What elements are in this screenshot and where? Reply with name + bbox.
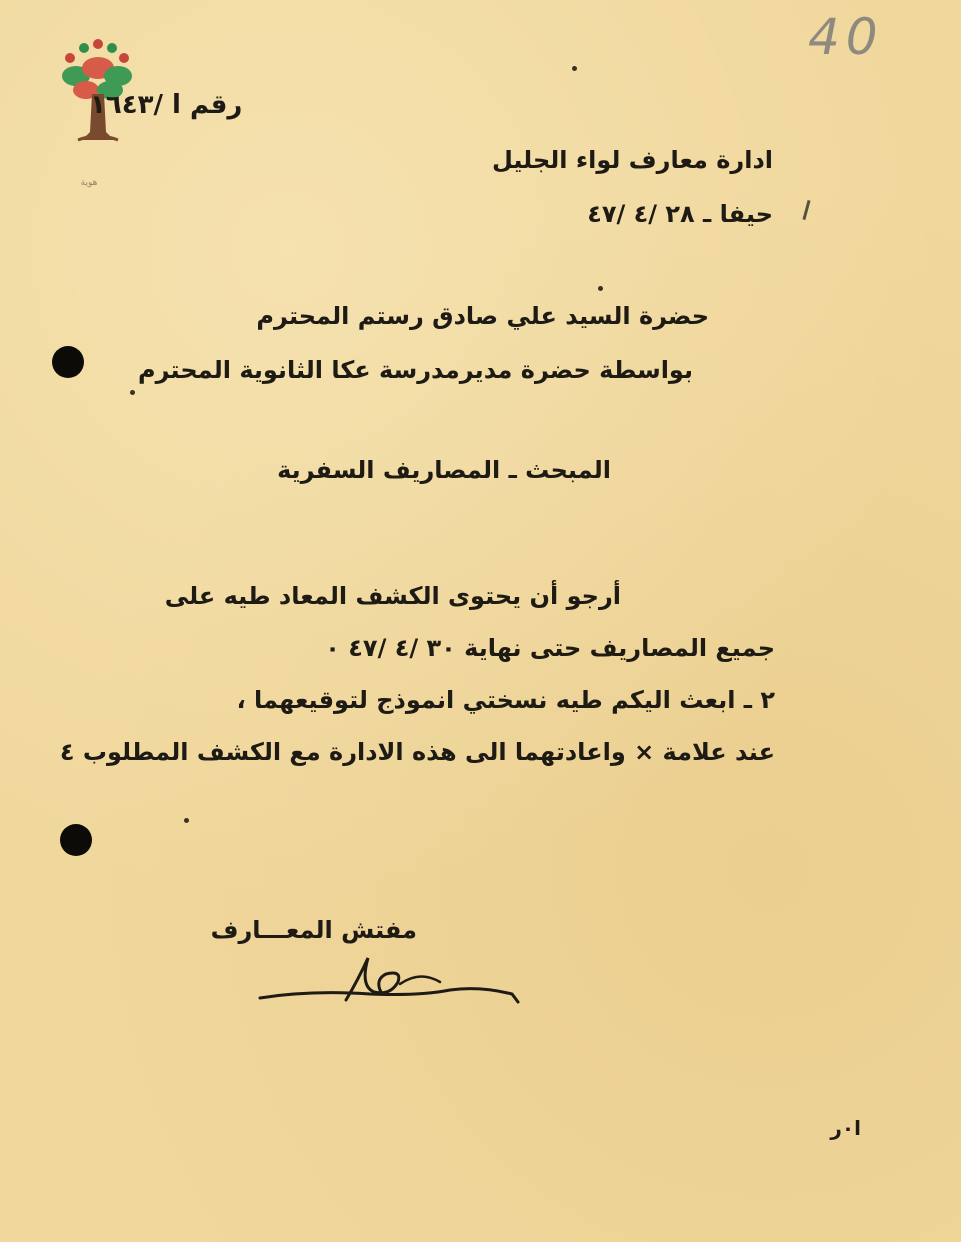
footer-code: ا٠ر: [830, 1116, 861, 1140]
signature-title: مفتش المعـــارف: [210, 916, 417, 944]
ink-speck: [130, 390, 135, 395]
ink-speck: [572, 66, 577, 71]
page-annotation: 40: [808, 8, 884, 66]
body-line: ٢ ـ ابعث اليكم طيه نسختي انموذج لتوقيعهما ،: [236, 686, 775, 714]
via-line: بواسطة حضرة مديرمدرسة عكا الثانوية المحترم: [138, 356, 693, 384]
ink-speck: [598, 286, 603, 291]
punch-hole: [60, 824, 92, 856]
body-line: أرجو أن يحتوى الكشف المعاد طيه على: [164, 582, 621, 610]
body-line: جميع المصاريف حتى نهاية ٣٠ /٤ /٤٧ ٠: [325, 634, 775, 662]
addressee-line: حضرة السيد علي صادق رستم المحترم: [256, 302, 709, 330]
body-line: عند علامة × واعادتهما الى هذه الادارة مع الكشف المطلوب ٤: [59, 738, 775, 766]
subject-line: المبحث ـ المصاريف السفرية: [277, 456, 611, 484]
place-date-line: حيفا ـ ٢٨ /٤ /٤٧: [587, 200, 773, 228]
handwritten-signature: [250, 950, 530, 1010]
issuer-heading: ادارة معارف لواء الجليل: [491, 146, 773, 174]
ink-speck: [184, 818, 189, 823]
reference-number: رقم ا /١٦٤٣: [90, 90, 243, 120]
pencil-mark: [802, 200, 810, 220]
punch-hole: [52, 346, 84, 378]
logo-caption: هوية: [80, 178, 98, 188]
